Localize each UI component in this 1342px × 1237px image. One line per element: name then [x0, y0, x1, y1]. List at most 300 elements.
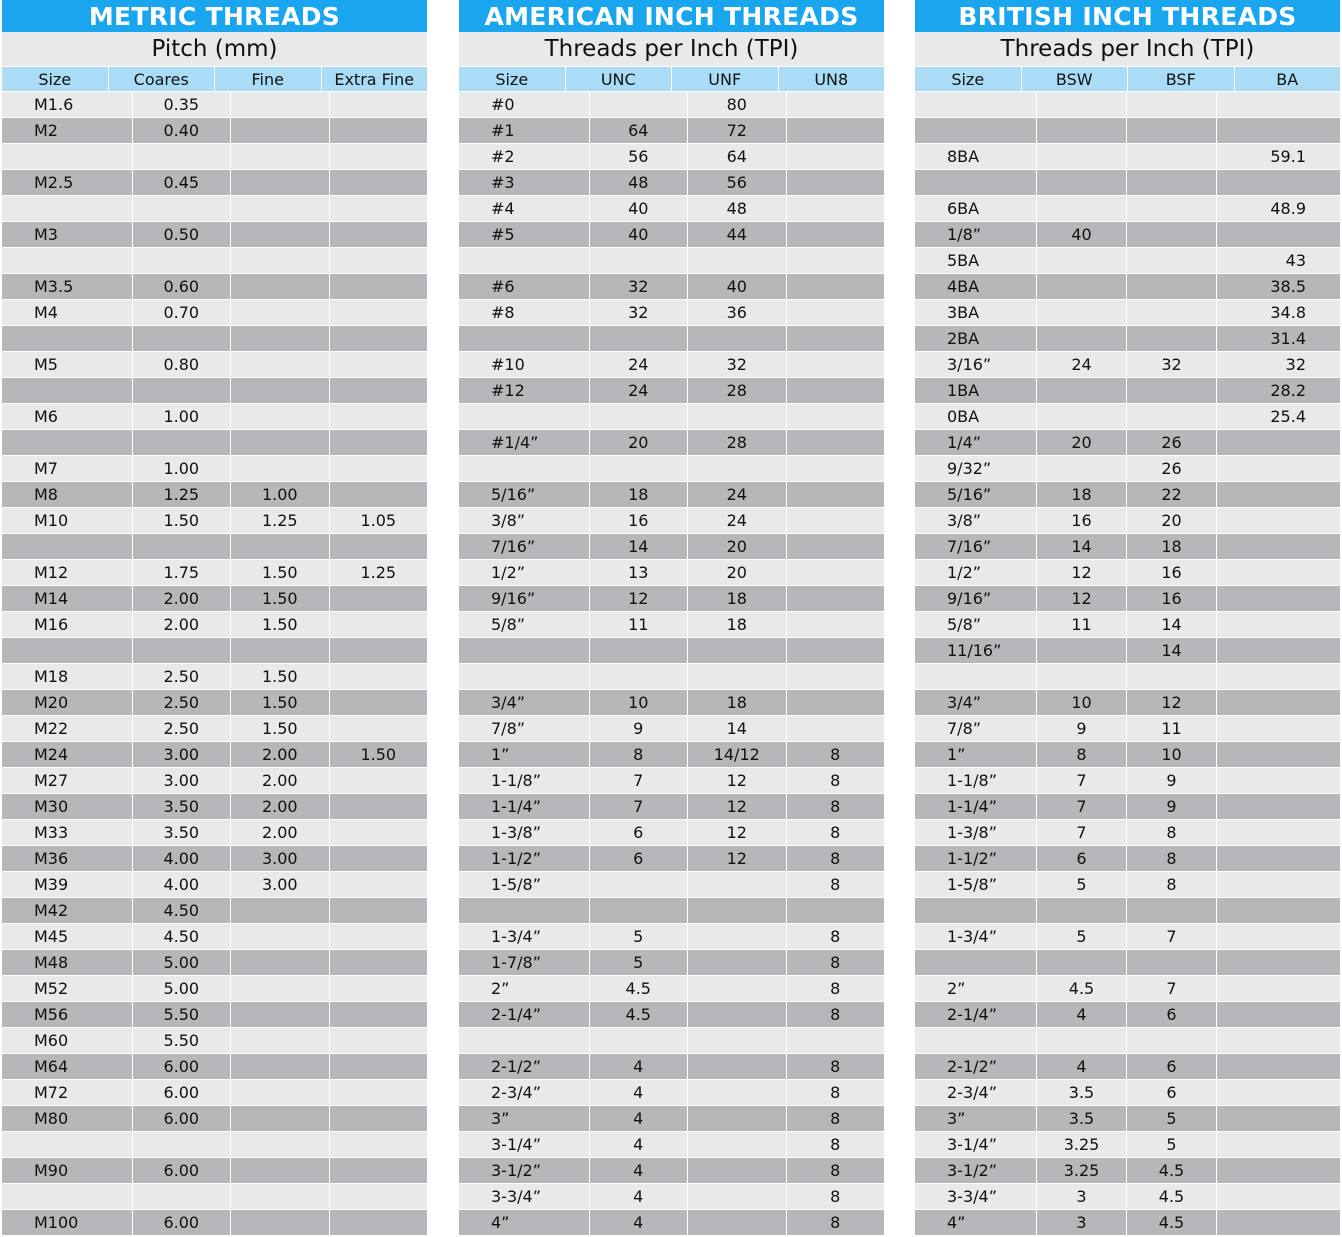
table-cell: [688, 1028, 787, 1054]
table-cell: [231, 170, 330, 196]
table-cell: [1037, 274, 1127, 300]
table-cell: 8: [1127, 846, 1217, 872]
table-cell: 11: [1127, 716, 1217, 742]
table-row: [2, 1132, 427, 1158]
table-cell: 3.5: [1037, 1080, 1127, 1106]
table-row: [459, 794, 884, 820]
table-cell: [590, 248, 689, 274]
table-cell: 32: [1127, 352, 1217, 378]
table-cell: 11/16”: [915, 638, 1037, 664]
table-cell: [590, 638, 689, 664]
table-cell: [787, 586, 885, 612]
table-cell: 24: [590, 378, 689, 404]
table-cell: 1BA: [915, 378, 1037, 404]
table-cell: [787, 508, 885, 534]
table-cell: 9/16”: [915, 586, 1037, 612]
table-row: [915, 300, 1340, 326]
table-cell: 12: [688, 794, 787, 820]
table-cell: [1037, 378, 1127, 404]
table-cell: 1.00: [133, 404, 232, 430]
table-row: [459, 716, 884, 742]
table-cell: 4.5: [1127, 1158, 1217, 1184]
table-cell: 72: [688, 118, 787, 144]
table-cell: 4.5: [590, 976, 689, 1002]
table-cell: [330, 638, 428, 664]
table-cell: 14/12: [688, 742, 787, 768]
table-cell: 48: [590, 170, 689, 196]
table-cell: [330, 404, 428, 430]
table-cell: [787, 690, 885, 716]
table-row: [459, 768, 884, 794]
table-cell: [915, 950, 1037, 976]
table-cell: 4: [590, 1210, 689, 1236]
table-cell: [231, 92, 330, 118]
table-cell: 5/8”: [459, 612, 590, 638]
table-cell: 40: [688, 274, 787, 300]
table-cell: [1127, 222, 1217, 248]
table-cell: 2-1/2”: [915, 1054, 1037, 1080]
table-cell: 20: [1037, 430, 1127, 456]
table-cell: 8: [787, 1054, 885, 1080]
table-row: [915, 196, 1340, 222]
table-cell: 3.00: [231, 846, 330, 872]
table-cell: 12: [688, 768, 787, 794]
table-title: AMERICAN INCH THREADS: [459, 0, 884, 32]
table-cell: [330, 534, 428, 560]
table-row: [459, 872, 884, 898]
table-cell: 9: [1127, 794, 1217, 820]
table-cell: 1.50: [231, 586, 330, 612]
table-cell: 18: [688, 586, 787, 612]
table-cell: 34.8: [1217, 300, 1340, 326]
table-row: [2, 222, 427, 248]
table-cell: 1.50: [231, 716, 330, 742]
table-cell: [231, 196, 330, 222]
table-cell: 1”: [915, 742, 1037, 768]
table-cell: 11: [590, 612, 689, 638]
table-cell: [787, 638, 885, 664]
table-cell: 2”: [915, 976, 1037, 1002]
table-cell: [330, 976, 428, 1002]
table-cell: 24: [590, 352, 689, 378]
table-cell: 1/8”: [915, 222, 1037, 248]
table-cell: M72: [2, 1080, 133, 1106]
column-header: Coares: [109, 67, 216, 92]
table-cell: 1-5/8”: [915, 872, 1037, 898]
table-cell: 4.5: [1037, 976, 1127, 1002]
table-cell: M14: [2, 586, 133, 612]
table-cell: [330, 274, 428, 300]
table-cell: [330, 1054, 428, 1080]
column-header: UNF: [672, 67, 779, 92]
table-cell: 4.00: [133, 872, 232, 898]
table-cell: 5.50: [133, 1028, 232, 1054]
table-cell: M22: [2, 716, 133, 742]
table-cell: 4: [590, 1132, 689, 1158]
table-cell: 8: [787, 794, 885, 820]
table-cell: 8: [1127, 820, 1217, 846]
table-cell: [231, 1002, 330, 1028]
table-cell: 16: [1037, 508, 1127, 534]
table-cell: 8: [787, 1184, 885, 1210]
table-cell: 5.50: [133, 1002, 232, 1028]
table-cell: [688, 1210, 787, 1236]
table-row: [459, 820, 884, 846]
table-cell: [330, 1106, 428, 1132]
table-row: [915, 664, 1340, 690]
table-cell: M4: [2, 300, 133, 326]
table-cell: 8: [1127, 872, 1217, 898]
table-cell: 1/2”: [459, 560, 590, 586]
table-cell: 56: [688, 170, 787, 196]
table-cell: #4: [459, 196, 590, 222]
table-cell: [787, 430, 885, 456]
table-cell: M36: [2, 846, 133, 872]
table-row: [2, 898, 427, 924]
table-cell: [330, 794, 428, 820]
table-cell: [1037, 170, 1127, 196]
table-cell: [688, 976, 787, 1002]
table-row: [459, 326, 884, 352]
table-cell: 2.00: [231, 768, 330, 794]
table-row: [915, 508, 1340, 534]
table-subtitle: Threads per Inch (TPI): [915, 32, 1340, 66]
table-row: [459, 144, 884, 170]
table-row: [459, 664, 884, 690]
table-cell: 4: [590, 1106, 689, 1132]
table-cell: [787, 716, 885, 742]
table-cell: 1-1/2”: [459, 846, 590, 872]
table-row: [2, 430, 427, 456]
table-row: [915, 274, 1340, 300]
table-row: [915, 742, 1340, 768]
table-cell: 1.50: [231, 612, 330, 638]
table-cell: 0.70: [133, 300, 232, 326]
table-body: [459, 92, 884, 1236]
table-cell: [688, 1132, 787, 1158]
table-cell: 3-1/2”: [915, 1158, 1037, 1184]
table-cell: #6: [459, 274, 590, 300]
table-cell: 3.50: [133, 794, 232, 820]
table-cell: 7/8”: [915, 716, 1037, 742]
column-header: Size: [915, 67, 1022, 92]
table-cell: [231, 1080, 330, 1106]
table-cell: M27: [2, 768, 133, 794]
table-cell: [787, 898, 885, 924]
table-cell: [1037, 1028, 1127, 1054]
table-cell: [231, 898, 330, 924]
table-cell: 5BA: [915, 248, 1037, 274]
table-cell: [231, 378, 330, 404]
table-row: [2, 742, 427, 768]
table-cell: 3/4”: [459, 690, 590, 716]
table-cell: 6.00: [133, 1080, 232, 1106]
table-cell: [1037, 638, 1127, 664]
table-cell: [1217, 872, 1340, 898]
table-row: [459, 222, 884, 248]
table-cell: 1-1/8”: [915, 768, 1037, 794]
table-cell: 9: [1127, 768, 1217, 794]
table-cell: 4.50: [133, 924, 232, 950]
table-cell: M2: [2, 118, 133, 144]
table-cell: [330, 820, 428, 846]
table-cell: 1.50: [330, 742, 428, 768]
table-cell: 0BA: [915, 404, 1037, 430]
table-cell: 38.5: [1217, 274, 1340, 300]
table-cell: [459, 248, 590, 274]
table-cell: [459, 664, 590, 690]
table-cell: 4”: [915, 1210, 1037, 1236]
table-body: [915, 92, 1340, 1236]
table-cell: M16: [2, 612, 133, 638]
table-cell: 8: [590, 742, 689, 768]
table-row: [915, 482, 1340, 508]
table-cell: [133, 1184, 232, 1210]
table-cell: 5.00: [133, 976, 232, 1002]
table-row: [459, 404, 884, 430]
table-cell: 20: [1127, 508, 1217, 534]
table-cell: 2.00: [133, 586, 232, 612]
table-cell: 16: [1127, 586, 1217, 612]
table-row: [915, 690, 1340, 716]
table-row: [915, 1002, 1340, 1028]
table-row: [2, 768, 427, 794]
table-cell: 9/32”: [915, 456, 1037, 482]
table-cell: [1037, 898, 1127, 924]
column-header-row: [2, 67, 427, 92]
table-cell: 9: [1037, 716, 1127, 742]
table-cell: 1-3/8”: [459, 820, 590, 846]
table-cell: [1217, 612, 1340, 638]
table-row: [915, 1210, 1340, 1236]
table-cell: [1217, 508, 1340, 534]
table-row: [915, 534, 1340, 560]
table-cell: 18: [688, 612, 787, 638]
table-cell: 48: [688, 196, 787, 222]
table-cell: 7: [1037, 768, 1127, 794]
column-header: BA: [1235, 67, 1341, 92]
table-cell: 6.00: [133, 1210, 232, 1236]
table-cell: [1217, 92, 1340, 118]
table-cell: [1127, 404, 1217, 430]
table-row: [459, 612, 884, 638]
table-cell: 8: [787, 1106, 885, 1132]
table-cell: 32: [1217, 352, 1340, 378]
table-cell: 7: [590, 768, 689, 794]
table-cell: 14: [1127, 612, 1217, 638]
table-cell: [1037, 196, 1127, 222]
table-cell: 3/16”: [915, 352, 1037, 378]
table-cell: [330, 1210, 428, 1236]
table-row: [915, 1184, 1340, 1210]
table-cell: [231, 326, 330, 352]
table-cell: #0: [459, 92, 590, 118]
table-row: [2, 664, 427, 690]
table-cell: [1217, 1054, 1340, 1080]
table-row: [2, 300, 427, 326]
table-cell: [330, 690, 428, 716]
table-cell: [787, 144, 885, 170]
table-cell: 8: [787, 976, 885, 1002]
table-row: [915, 950, 1340, 976]
table-cell: [688, 898, 787, 924]
table-cell: [688, 664, 787, 690]
table-row: [915, 716, 1340, 742]
column-header: BSW: [1022, 67, 1129, 92]
table-cell: 0.50: [133, 222, 232, 248]
table-row: [459, 586, 884, 612]
table-cell: [1037, 300, 1127, 326]
table-cell: [688, 1184, 787, 1210]
table-cell: 3.00: [133, 768, 232, 794]
table-cell: [2, 326, 133, 352]
table-cell: 3.25: [1037, 1132, 1127, 1158]
table-cell: 2.00: [231, 742, 330, 768]
table-cell: 40: [590, 196, 689, 222]
table-cell: 1-1/4”: [915, 794, 1037, 820]
table-cell: 14: [590, 534, 689, 560]
table-cell: 0.40: [133, 118, 232, 144]
table-cell: [330, 482, 428, 508]
table-cell: [915, 170, 1037, 196]
table-row: [459, 976, 884, 1002]
table-cell: 40: [1037, 222, 1127, 248]
table-cell: M3.5: [2, 274, 133, 300]
table-row: [915, 1158, 1340, 1184]
table-row: [459, 1158, 884, 1184]
table-cell: 3/8”: [459, 508, 590, 534]
table-cell: [133, 378, 232, 404]
table-cell: 24: [688, 508, 787, 534]
table-cell: 12: [688, 820, 787, 846]
table-cell: 6: [1127, 1080, 1217, 1106]
table-cell: 20: [590, 430, 689, 456]
table-cell: [459, 456, 590, 482]
table-cell: [459, 1028, 590, 1054]
table-cell: 48.9: [1217, 196, 1340, 222]
table-cell: [1217, 586, 1340, 612]
table-cell: M45: [2, 924, 133, 950]
table-cell: 4: [590, 1184, 689, 1210]
table-cell: M39: [2, 872, 133, 898]
table-cell: [688, 1002, 787, 1028]
table-row: [459, 430, 884, 456]
table-cell: 4.5: [1127, 1210, 1217, 1236]
table-cell: 1-5/8”: [459, 872, 590, 898]
table-cell: [330, 1080, 428, 1106]
table-cell: 3-1/4”: [459, 1132, 590, 1158]
table-cell: M20: [2, 690, 133, 716]
table-row: [915, 352, 1340, 378]
table-cell: [231, 118, 330, 144]
table-cell: [330, 716, 428, 742]
table-cell: [787, 482, 885, 508]
table-cell: 11: [1037, 612, 1127, 638]
table-row: [2, 1210, 427, 1236]
table-cell: [787, 196, 885, 222]
table-row: [915, 794, 1340, 820]
table-cell: [1037, 248, 1127, 274]
table-cell: 32: [590, 300, 689, 326]
table-subtitle: Threads per Inch (TPI): [459, 32, 884, 66]
table-cell: 8BA: [915, 144, 1037, 170]
table-cell: 2-1/2”: [459, 1054, 590, 1080]
table-cell: M12: [2, 560, 133, 586]
table-cell: [688, 872, 787, 898]
table-row: [459, 560, 884, 586]
table-row: [459, 482, 884, 508]
table-cell: [330, 222, 428, 248]
table-row: [2, 690, 427, 716]
table-cell: [1127, 1028, 1217, 1054]
table-cell: [1037, 326, 1127, 352]
table-cell: 5.00: [133, 950, 232, 976]
table-row: [915, 612, 1340, 638]
table-row: [459, 690, 884, 716]
table-cell: 5: [1037, 924, 1127, 950]
table-cell: [1217, 118, 1340, 144]
table-cell: 12: [1037, 560, 1127, 586]
table-cell: 24: [688, 482, 787, 508]
table-cell: 5: [1127, 1106, 1217, 1132]
table-cell: 40: [590, 222, 689, 248]
table-cell: [688, 1080, 787, 1106]
table-row: [459, 92, 884, 118]
table-cell: [231, 430, 330, 456]
table-cell: 6: [1037, 846, 1127, 872]
table-cell: [133, 196, 232, 222]
table-cell: 1-1/4”: [459, 794, 590, 820]
table-cell: [1217, 1184, 1340, 1210]
table-cell: [1127, 950, 1217, 976]
table-cell: #1/4”: [459, 430, 590, 456]
table-row: [2, 456, 427, 482]
table-cell: 8: [787, 950, 885, 976]
table-cell: 26: [1127, 456, 1217, 482]
table-cell: [1217, 742, 1340, 768]
table-cell: 10: [1037, 690, 1127, 716]
table-row: [459, 742, 884, 768]
table-cell: [1217, 222, 1340, 248]
column-header: UNC: [566, 67, 673, 92]
table-cell: 8: [787, 1132, 885, 1158]
column-header: Fine: [215, 67, 322, 92]
table-cell: [231, 404, 330, 430]
table-cell: 3”: [459, 1106, 590, 1132]
table-cell: 1.50: [231, 690, 330, 716]
table-cell: [688, 404, 787, 430]
table-cell: 28: [688, 378, 787, 404]
table-row: [2, 872, 427, 898]
table-cell: 24: [1037, 352, 1127, 378]
table-cell: 3.25: [1037, 1158, 1127, 1184]
table-cell: [231, 352, 330, 378]
table-cell: [231, 1132, 330, 1158]
table-cell: [133, 144, 232, 170]
table-cell: 4: [1037, 1054, 1127, 1080]
table-row: [2, 820, 427, 846]
table-row: [459, 924, 884, 950]
table-cell: [1127, 664, 1217, 690]
table-cell: #8: [459, 300, 590, 326]
table-cell: M80: [2, 1106, 133, 1132]
table-cell: 59.1: [1217, 144, 1340, 170]
table-cell: [459, 638, 590, 664]
table-row: [2, 1054, 427, 1080]
column-header: UN8: [779, 67, 885, 92]
table-cell: [231, 1028, 330, 1054]
table-cell: M52: [2, 976, 133, 1002]
